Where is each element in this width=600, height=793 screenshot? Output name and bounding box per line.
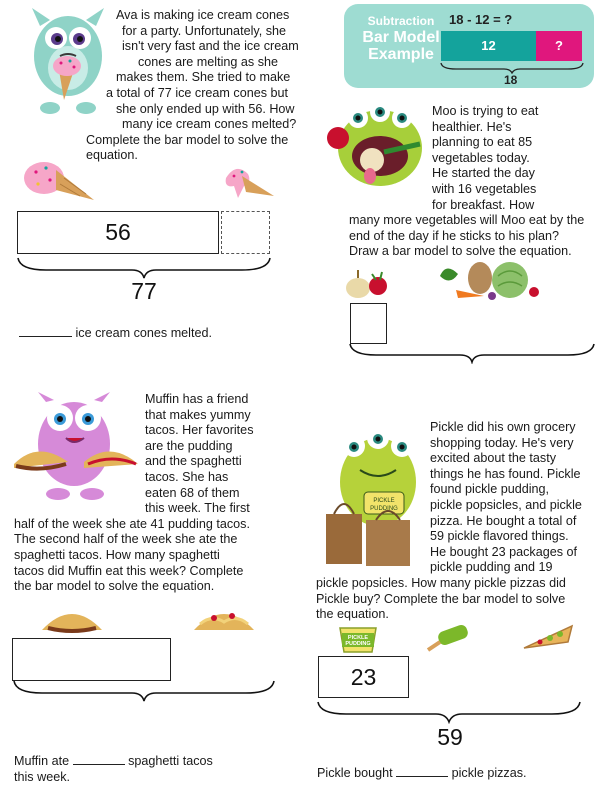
ava-known-value: 56 [105, 219, 131, 245]
muffin-line-12: tacos did Muffin eat this week? Complete [14, 563, 244, 578]
muffin-line-3: tacos. Her favorites [145, 423, 254, 438]
example-title-line-1: Subtraction [367, 14, 435, 28]
muffin-line-2: that makes yummy [145, 407, 251, 422]
pickle-problem-text [316, 420, 600, 623]
muffin-line-11: spaghetti tacos. How many spaghetti [14, 547, 220, 562]
muffin-answer-after: spaghetti tacos [128, 754, 213, 768]
ava-line-4: cones are melting as she [138, 54, 279, 69]
muffin-line-7: eaten 68 of them [145, 485, 240, 500]
muffin-line-13: the bar model to solve the equation. [14, 579, 215, 594]
example-title [358, 13, 444, 63]
muffin-line-1: Muffin has a friend [145, 392, 249, 406]
pickle-line-9: He bought 23 packages of [430, 544, 578, 559]
moo-line-5: He started the day [432, 166, 535, 181]
ice-cream-cone-icon [20, 156, 96, 206]
moo-line-3: planning to eat 85 [432, 135, 533, 150]
melting-ice-cream-icon [216, 158, 276, 208]
muffin-answer [14, 754, 213, 785]
muffin-bar-box[interactable] [12, 638, 171, 681]
moo-total-brace [348, 342, 596, 364]
pickle-pudding-label-bottom: PUDDING [370, 506, 398, 512]
pickle-pudding-cup-icon [336, 624, 380, 654]
moo-line-8: many more vegetables will Moo eat by the [349, 213, 585, 228]
pickle-line-6: pickle popsicles, and pickle [430, 497, 582, 512]
moo-draw-box[interactable] [350, 303, 387, 344]
ava-answer-text: ice cream cones melted. [75, 326, 212, 340]
moo-line-6: with 16 vegetables [432, 181, 537, 196]
ava-line-9: Complete the bar model to solve the [86, 132, 289, 147]
vegetables-pile-icon [436, 256, 542, 302]
muffin-line-8: this week. The first [145, 501, 250, 516]
ava-total-value: 77 [131, 278, 157, 304]
muffin-line-4: are the pudding [145, 438, 233, 453]
example-total: 18 [504, 73, 518, 87]
pickle-answer-before: Pickle bought [317, 766, 393, 780]
moo-line-4: vegetables today. [432, 150, 530, 165]
pickle-line-3: excited about the tasty [430, 451, 557, 466]
pudding-cup-label-bottom: PUDDING [345, 641, 371, 647]
pickle-line-1: Pickle did his own grocery [430, 420, 576, 434]
ava-bar-unknown[interactable] [221, 211, 270, 254]
moo-line-7: for breakfast. How [432, 197, 535, 212]
pickle-line-5: found pickle pudding, [430, 482, 550, 497]
ava-line-7: she only ended up with 56. How [116, 101, 295, 116]
pickle-line-7: pizza. He bought a total of [430, 513, 577, 528]
muffin-line-10: The second half of the week she ate the [14, 532, 238, 547]
pudding-cup-label-top: PICKLE [347, 635, 369, 641]
pickle-line-8: 59 pickle flavored things. [430, 529, 569, 544]
pickle-line-12: Pickle buy? Complete the bar model to solve [316, 591, 566, 606]
pickle-line-10: pickle pudding and 19 [430, 560, 553, 575]
pickle-line-13: the equation. [316, 607, 389, 622]
moo-line-1: Moo is trying to eat [432, 104, 539, 118]
ava-total-brace [16, 256, 272, 280]
onion-icon [342, 264, 398, 300]
moo-problem-text [349, 104, 599, 260]
pickle-total-brace [316, 700, 582, 724]
pickle-popsicle-icon [424, 624, 474, 654]
muffin-answer-before: Muffin ate [14, 754, 70, 768]
muffin-line-5: and the spaghetti [145, 454, 242, 469]
pickle-pudding-label-top: PICKLE [373, 498, 395, 504]
moo-line-9: end of the day if he sticks to his plan? [349, 228, 560, 243]
moo-line-10: Draw a bar model to solve the equation. [349, 244, 572, 259]
pudding-taco-icon [40, 604, 104, 634]
pickle-known-value: 23 [350, 664, 377, 690]
example-known-bar: 12 [441, 31, 536, 61]
pickle-answer-after: pickle pizzas. [451, 766, 527, 780]
muffin-answer-line-2: this week. [14, 769, 70, 784]
ava-answer [19, 326, 212, 342]
pickle-line-4: things he has found. Pickle [430, 466, 581, 481]
muffin-problem-text [14, 392, 290, 595]
pickle-line-11: pickle popsicles. How many pickle pizzas did [316, 575, 566, 590]
ava-line-1: Ava is making ice cream cones [116, 8, 290, 22]
ava-line-3: isn't very fast and the ice cream [122, 39, 299, 54]
muffin-total-brace [12, 679, 276, 703]
example-unknown-bar: ? [536, 31, 582, 61]
ava-line-6: a total of 77 ice cream cones but [106, 85, 289, 100]
moo-line-2: healthier. He's [432, 119, 512, 134]
pickle-answer-blank[interactable] [396, 776, 448, 777]
muffin-line-6: tacos. She has [145, 469, 229, 484]
muffin-line-9: half of the week she ate 41 pudding tacos. [14, 516, 250, 531]
example-equation: 18 - 12 = ? [449, 12, 513, 27]
bar-model-example-card [344, 4, 594, 88]
muffin-answer-line-1 [14, 754, 213, 770]
ava-line-5: makes them. She tried to make [116, 70, 291, 85]
ava-line-8: many ice cream cones melted? [122, 117, 297, 132]
muffin-answer-blank[interactable] [73, 764, 125, 765]
example-title-line-3: Example [368, 46, 434, 63]
ava-answer-blank[interactable] [19, 336, 72, 337]
ava-line-2: for a party. Unfortunately, she [122, 23, 287, 38]
pickle-line-2: shopping today. He's very [430, 435, 574, 450]
pickle-pizza-icon [520, 622, 576, 656]
example-title-line-2: Bar Model [362, 29, 440, 46]
pickle-answer [317, 766, 527, 782]
ava-problem-text [84, 8, 318, 164]
spaghetti-taco-icon [192, 602, 256, 634]
pickle-total-value: 59 [437, 724, 463, 750]
ava-line-10: equation. [86, 148, 138, 163]
